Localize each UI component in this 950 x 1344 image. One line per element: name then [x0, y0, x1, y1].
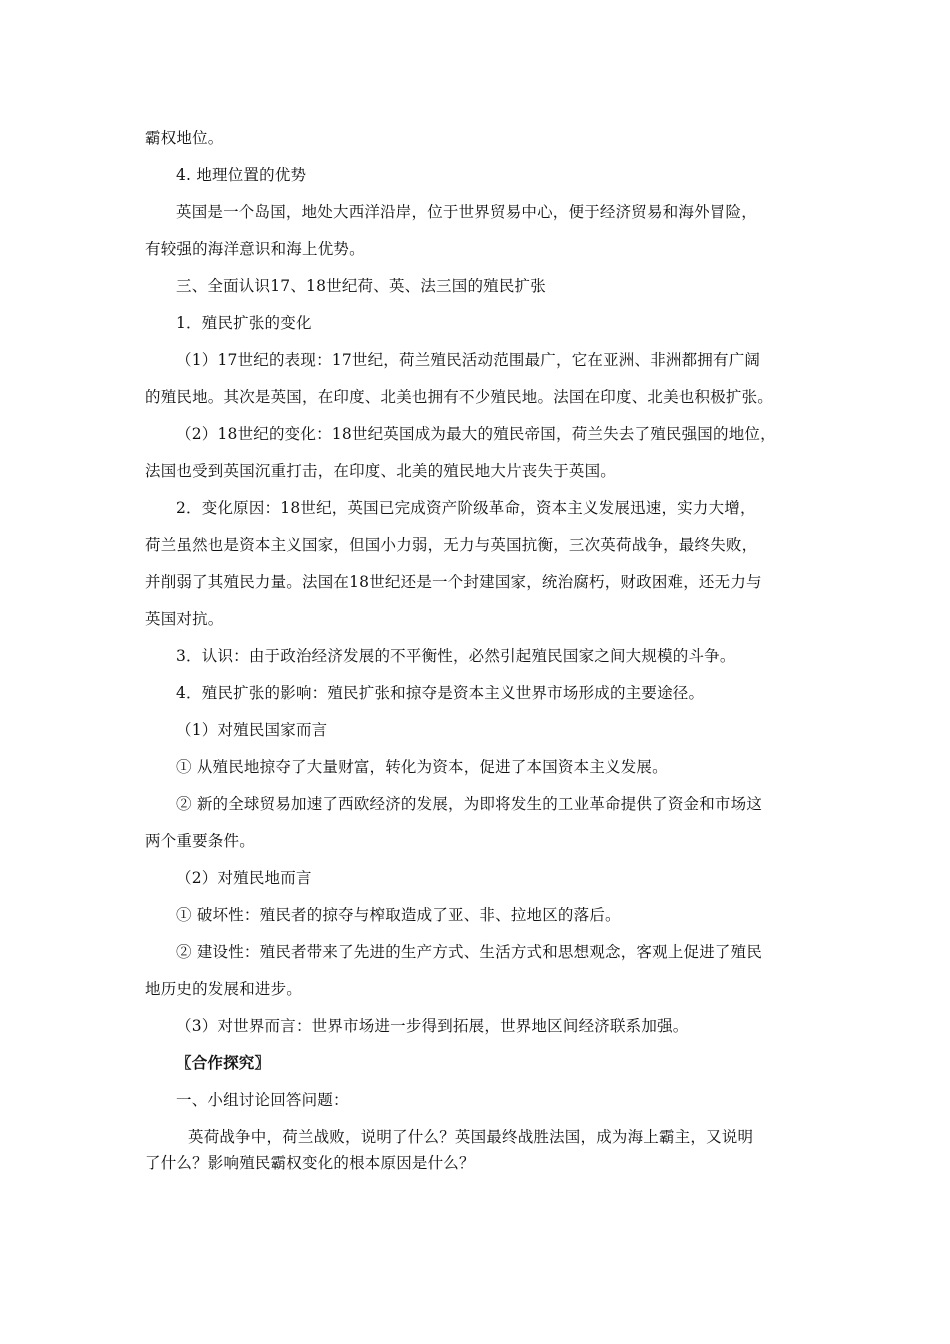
text-line: 英国对抗。	[145, 610, 224, 628]
sub-heading: （2）对殖民地而言	[176, 869, 312, 887]
text-line: 法国也受到英国沉重打击，在印度、北美的殖民地大片丧失于英国。	[145, 462, 617, 480]
sub-heading: （1）对殖民国家而言	[176, 721, 328, 739]
section-heading: 4. 地理位置的优势	[176, 166, 307, 184]
text-line: （1）17世纪的表现：17世纪，荷兰殖民活动范围最广，它在亚洲、非洲都拥有广阔	[176, 351, 761, 369]
text-line: 并削弱了其殖民力量。法国在18世纪还是一个封建国家，统治腐朽，财政困难，还无力与	[145, 573, 762, 591]
text-line: 霸权地位。	[145, 129, 224, 147]
section-heading: 一、小组讨论回答问题：	[176, 1091, 349, 1109]
text-line: 两个重要条件。	[145, 832, 255, 850]
text-line: 英荷战争中，荷兰战败，说明了什么？英国最终战胜法国，成为海上霸主，又说明	[188, 1128, 754, 1146]
section-heading: 1．殖民扩张的变化	[176, 314, 312, 332]
section-heading: 三、全面认识17、18世纪荷、英、法三国的殖民扩张	[176, 277, 546, 295]
text-line: 的殖民地。其次是英国，在印度、北美也拥有不少殖民地。法国在印度、北美也积极扩张。	[145, 388, 774, 406]
text-line: 英国是一个岛国，地处大西洋沿岸，位于世界贸易中心，便于经济贸易和海外冒险，	[176, 203, 757, 221]
text-line: （2）18世纪的变化：18世纪英国成为最大的殖民帝国，荷兰失去了殖民强国的地位，	[176, 425, 776, 443]
list-item: ① 破坏性：殖民者的掠夺与榨取造成了亚、非、拉地区的落后。	[176, 906, 621, 924]
text-line: （3）对世界而言：世界市场进一步得到拓展，世界地区间经济联系加强。	[176, 1017, 689, 1035]
text-line: 3．认识：由于政治经济发展的不平衡性，必然引起殖民国家之间大规模的斗争。	[176, 647, 736, 665]
list-item: ① 从殖民地掠夺了大量财富，转化为资本，促进了本国资本主义发展。	[176, 758, 668, 776]
text-line: 4．殖民扩张的影响：殖民扩张和掠夺是资本主义世界市场形成的主要途径。	[176, 684, 705, 702]
text-line: 了什么？影响殖民霸权变化的根本原因是什么？	[145, 1154, 475, 1172]
text-line: 有较强的海洋意识和海上优势。	[145, 240, 365, 258]
text-line: 2．变化原因：18世纪，英国已完成资产阶级革命，资本主义发展迅速，实力大增，	[176, 499, 756, 517]
section-title: 〖合作探究〗	[176, 1053, 271, 1072]
text-line: 地历史的发展和进步。	[145, 980, 303, 998]
list-item: ② 建设性：殖民者带来了先进的生产方式、生活方式和思想观念，客观上促进了殖民	[176, 943, 763, 961]
text-line: 荷兰虽然也是资本主义国家，但国小力弱，无力与英国抗衡，三次英荷战争，最终失败，	[145, 536, 758, 554]
list-item: ② 新的全球贸易加速了西欧经济的发展，为即将发生的工业革命提供了资金和市场这	[176, 795, 763, 813]
